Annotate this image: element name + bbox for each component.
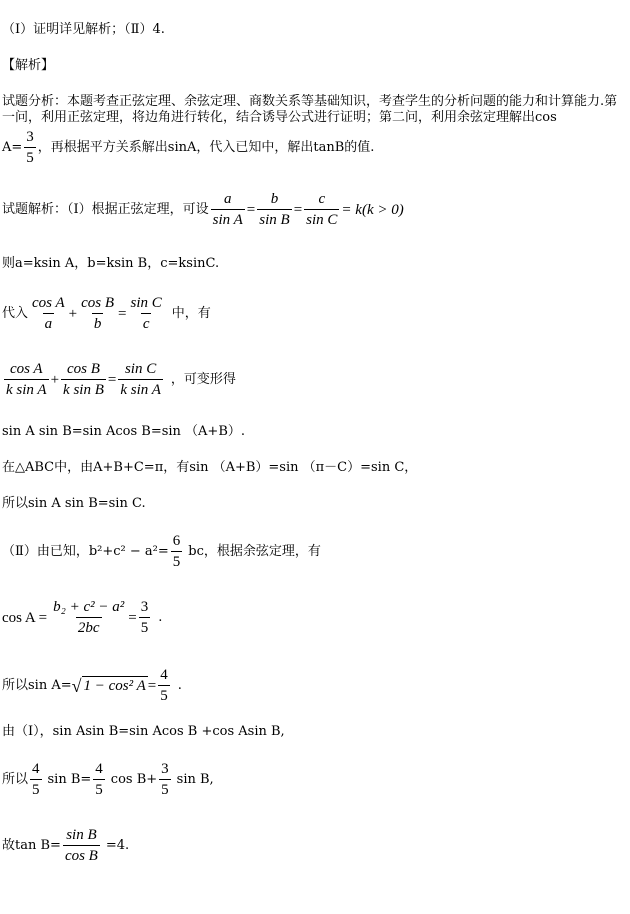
frac-a-sinA: $\frac{a}{\text{sin A}}$ bbox=[212, 191, 243, 228]
solution-intro-line: 试题解析：（Ⅰ）根据正弦定理，可设 $\frac{a}{\text{sin A}}$ = $\frac{b}{\text{sin B}}$ = $\frac{c}{\text{sin C}}$ = k(k > 0) bbox=[2, 191, 404, 228]
substitution-line: 所以 $\frac{4}{5}$ sin B= $\frac{4}{5}$ cos B+ $\frac{3}{5}$ sin B, bbox=[2, 761, 214, 798]
frac-3-5: $\frac{3}{5}$ bbox=[140, 599, 149, 636]
frac-6-5: $\frac{6}{5}$ bbox=[172, 533, 181, 570]
frac-4-5-b: $\frac{4}{5}$ bbox=[95, 761, 103, 798]
identity-line: sin A sin B=sin Acos B=sin （A+B）. bbox=[2, 424, 246, 439]
frac-b-sinB: $\frac{b}{\text{sin B}}$ bbox=[259, 191, 290, 228]
from-part1-line: 由（Ⅰ），sin Asin B=sin Acos B +cos Asin B, bbox=[2, 724, 285, 739]
frac-sinB-cosB: $\frac{\text{sin B}}{\text{cos B}}$ bbox=[64, 827, 98, 864]
solution-intro: 试题解析：（Ⅰ）根据正弦定理，可设 bbox=[2, 201, 209, 217]
answer-summary: （Ⅰ）证明详见解析；（Ⅱ）4. bbox=[2, 22, 165, 37]
frac-c-sinC: $\frac{c}{\text{sin C}}$ bbox=[306, 191, 338, 228]
section-header: 【解析】 bbox=[2, 58, 55, 73]
k-condition: = k(k > 0) bbox=[341, 201, 404, 218]
transformed-line: $\frac{\text{cos A}}{\text{k sin A}}$ + $\frac{\text{cos B}}{\text{k sin B}}$ = $\frac{\text{sin C}}{\text{k sin A}}$ ，可变形得 bbox=[6, 361, 236, 398]
then-line: 则a=ksin A，b=ksin B，c=ksinC. bbox=[2, 256, 220, 271]
frac-4-5-a: $\frac{4}{5}$ bbox=[32, 761, 40, 798]
frac-3-5-b: $\frac{3}{5}$ bbox=[161, 761, 169, 798]
frac-cosA-ksinA: $\frac{\text{cos A}}{\text{k sin A}}$ bbox=[6, 361, 47, 398]
cosA-fraction: $\frac{3}{5}$ bbox=[26, 129, 34, 166]
sqrt-expression: √ 1 − cos² A bbox=[71, 675, 146, 696]
tanB-line: 故tan B= $\frac{\text{sin B}}{\text{cos B}}$ =4. bbox=[2, 827, 130, 864]
cosine-rule-line: cos A = $\frac{\text{b₂ + c² − a²}}{2bc}$ = $\frac{3}{5}$ . bbox=[2, 599, 163, 636]
triangle-line: 在△ABC中，由A+B+C=π，有sin （A+B）=sin （π－C）=sin C， bbox=[2, 460, 418, 475]
analysis-cosA-line bbox=[2, 128, 374, 167]
frac-sinC-c: $\frac{\text{sin C}}{c}$ bbox=[130, 295, 162, 332]
frac-cosB-ksinB: $\frac{\text{cos B}}{\text{k sin B}}$ bbox=[63, 361, 104, 398]
frac-sinC-ksinA: $\frac{\text{sin C}}{\text{k sin A}}$ bbox=[120, 361, 161, 398]
sinA-line: 所以sin A= √ 1 − cos² A = $\frac{4}{5}$ . bbox=[2, 667, 182, 704]
conclusion-part1: 所以sin A sin B=sin C. bbox=[2, 496, 146, 511]
frac-4-5: $\frac{4}{5}$ bbox=[160, 667, 168, 704]
cosA-prefix: A= bbox=[2, 139, 23, 155]
substitute-line: 代入 $\frac{\text{cos A}}{a}$ + $\frac{\text{cos B}}{b}$ = $\frac{\text{sin C}}{c}$ 中，有 bbox=[2, 295, 211, 332]
frac-cosine-rule: $\frac{\text{b₂ + c² − a²}}{2bc}$ bbox=[53, 599, 125, 636]
frac-cosA-a: $\frac{\text{cos A}}{a}$ bbox=[32, 295, 65, 332]
analysis-text: 试题分析：本题考查正弦定理、余弦定理、商数关系等基础知识，考查学生的分析问题的能力和计算能力.第一问，利用正弦定理，将边角进行转化，结合诱导公式进行证明；第二问，利用余弦定理解出cos bbox=[2, 94, 618, 125]
part2-line: （Ⅱ）由已知，b²+c² − a²= $\frac{6}{5}$ bc，根据余弦定理，有 bbox=[2, 533, 321, 570]
frac-cosB-b: $\frac{\text{cos B}}{b}$ bbox=[81, 295, 115, 332]
analysis-tail: ，再根据平方关系解出sinA，代入已知中，解出tanB的值. bbox=[37, 139, 375, 155]
